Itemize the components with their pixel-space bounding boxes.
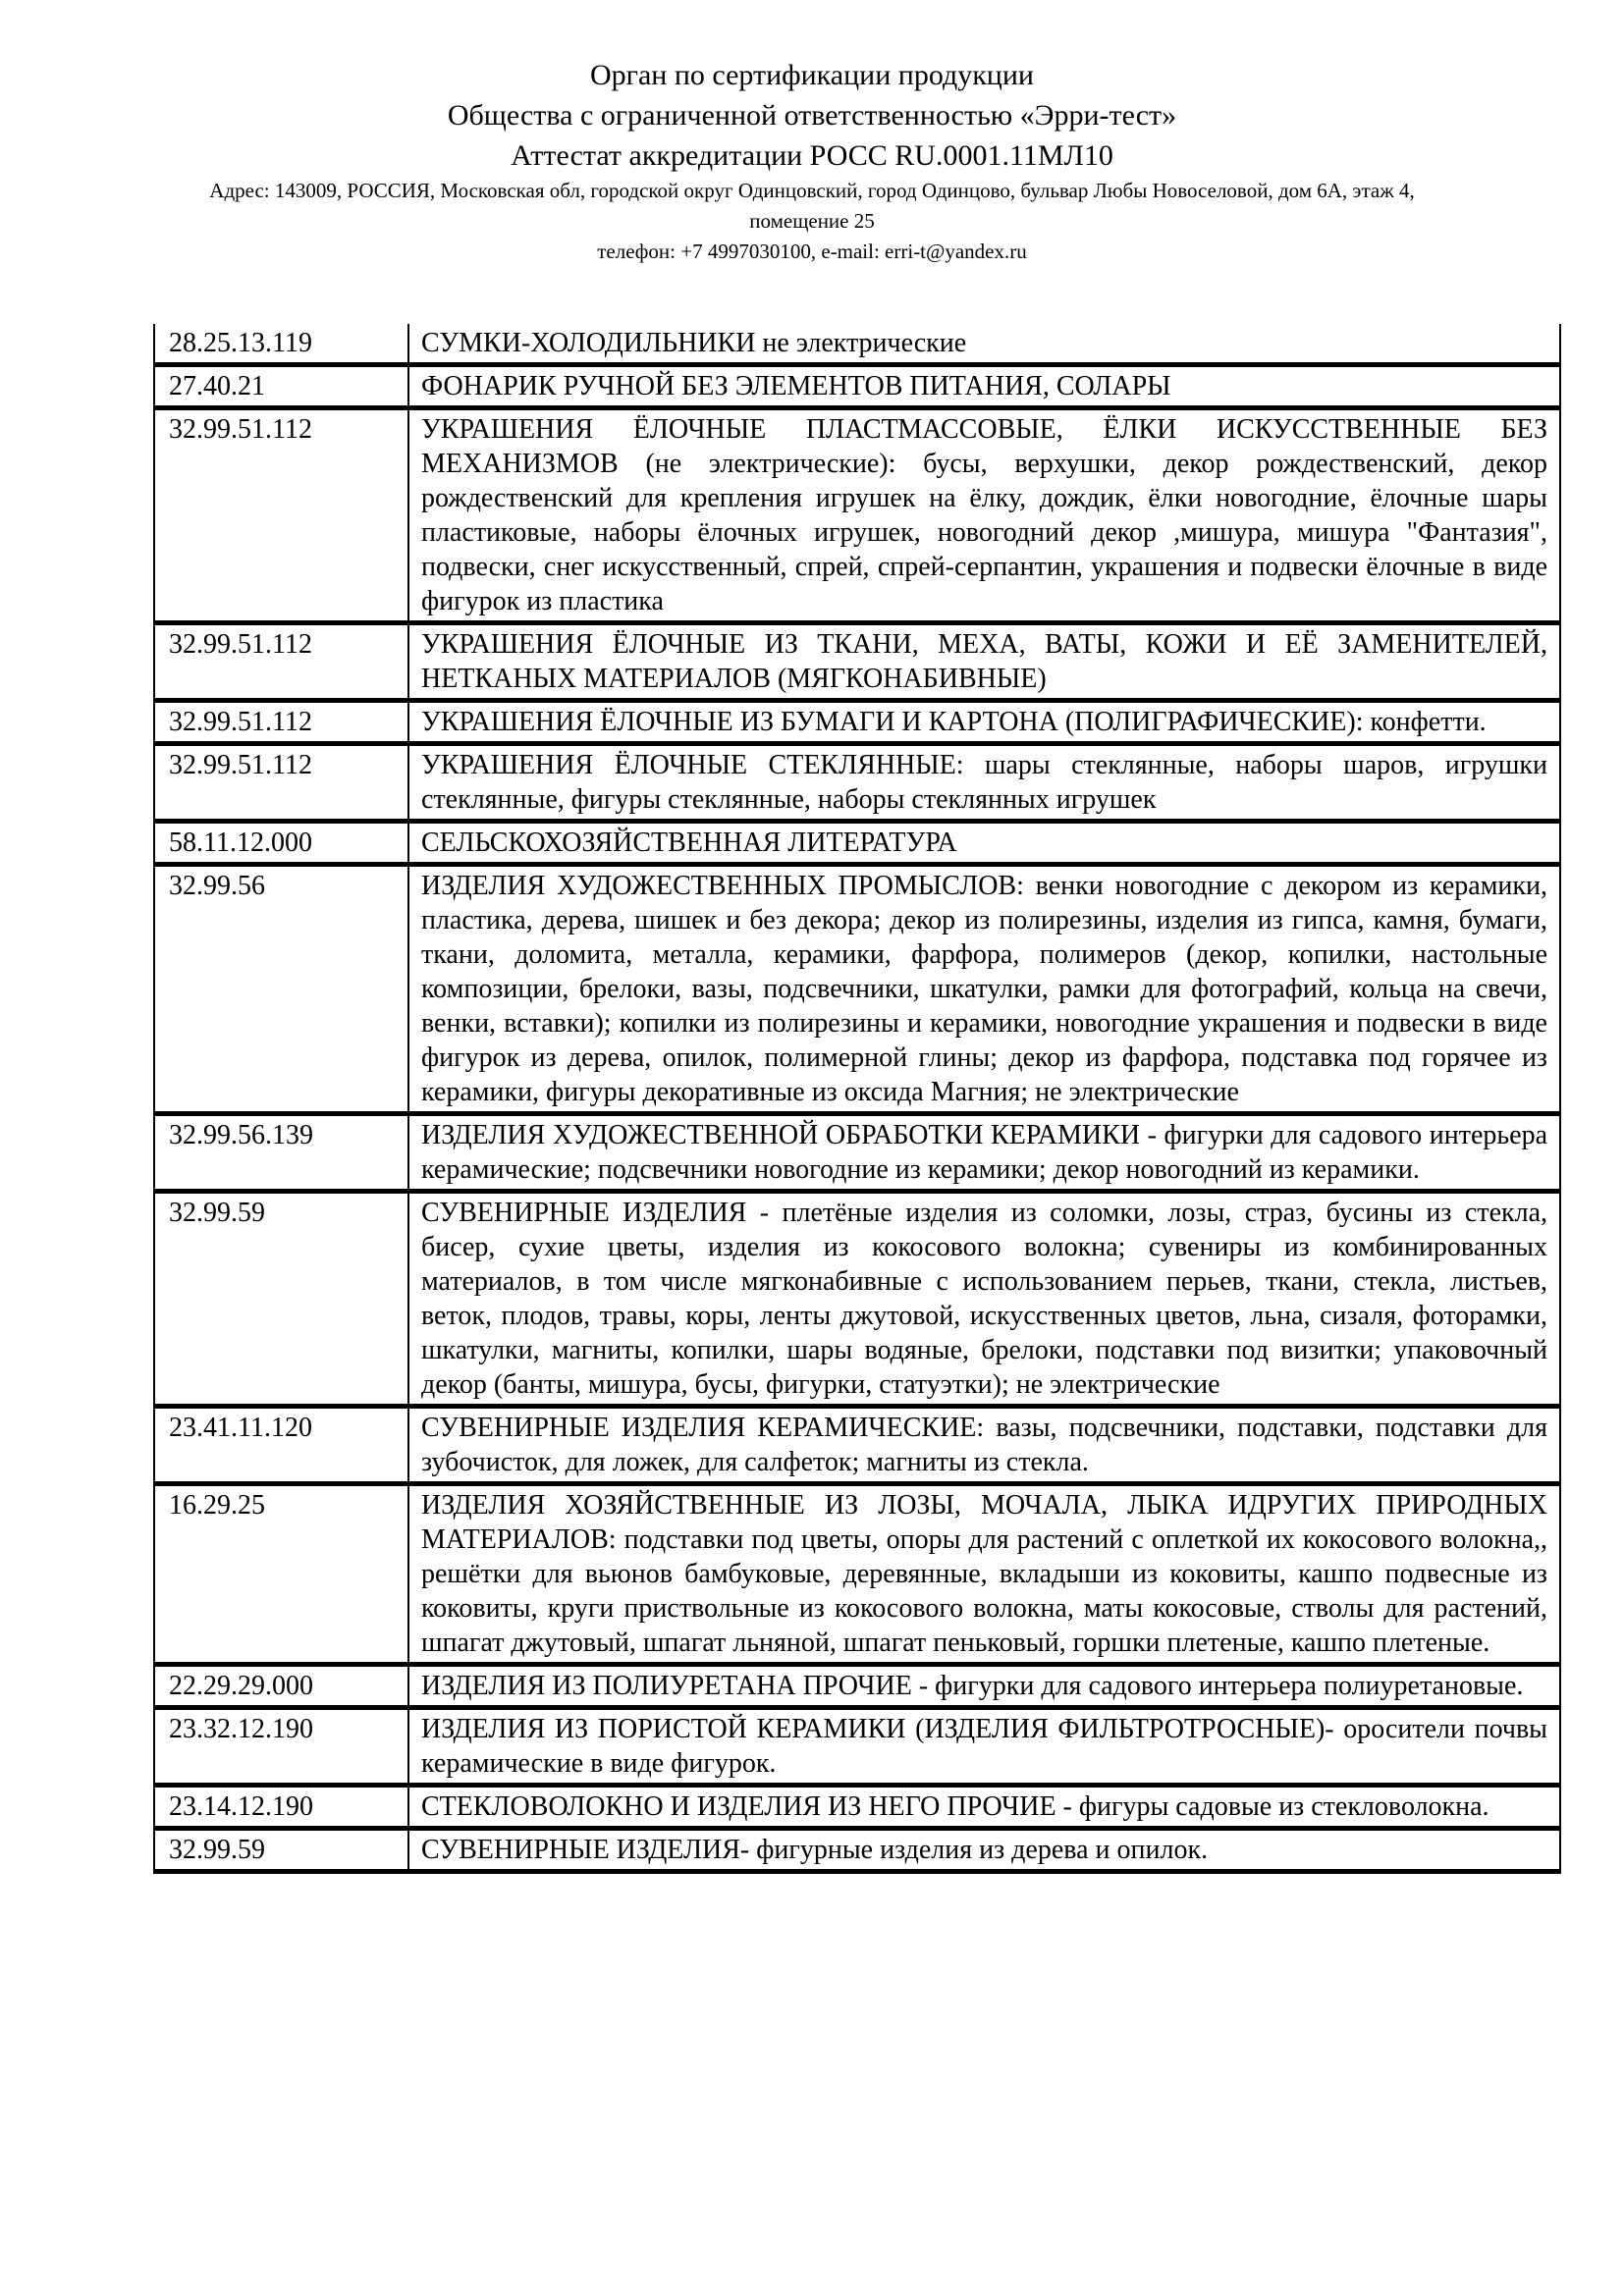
table-row: [154, 865, 1560, 1114]
contact-line: телефон: +7 4997030100, e-mail: erri-t@yandex.ru: [597, 240, 1027, 263]
product-description-cell: ФОНАРИК РУЧНОЙ БЕЗ ЭЛЕМЕНТОВ ПИТАНИЯ, СОЛАРЫ: [408, 365, 1560, 408]
product-code-cell: 58.11.12.000: [154, 822, 408, 865]
table-row: [154, 1407, 1560, 1484]
table-row: [154, 408, 1560, 623]
product-code-cell: 16.29.25: [154, 1484, 408, 1665]
table-row: [154, 365, 1560, 408]
product-description-cell: СУВЕНИРНЫЕ ИЗДЕЛИЯ - плетёные изделия из соломки, лозы, страз, бусины из стекла, бисер, сухие цветы, изделия из кокосового волокна; сувениры из комбинированных материалов, в том числе мягконабивные с использованием перьев, ткани, стекла, листьев, веток, плодов, травы, коры, ленты джутовой, искусственных цветов, льна, сизаля, фоторамки, шкатулки, магниты, копилки, шары водяные, брелоки, подставки под визитки; упаковочный декор (банты, мишура, бусы, фигурки, статуэтки); не электрические: [408, 1192, 1560, 1407]
table-row: [154, 822, 1560, 865]
org-title-line2: Общества с ограниченной ответственностью «Эрри-тест»: [447, 99, 1177, 132]
table-row: [154, 1484, 1560, 1665]
table-row: [154, 1192, 1560, 1407]
table-row: [154, 744, 1560, 822]
product-description-cell: СУВЕНИРНЫЕ ИЗДЕЛИЯ- фигурные изделия из дерева и опилок.: [408, 1829, 1560, 1872]
product-code-cell: 32.99.51.112: [154, 408, 408, 623]
product-codes-table-body: [154, 324, 1560, 1872]
table-row: [154, 1114, 1560, 1192]
document-header: [0, 0, 1624, 267]
org-title-line1: Орган по сертификации продукции: [590, 59, 1034, 91]
product-description-cell: СУВЕНИРНЫЕ ИЗДЕЛИЯ КЕРАМИЧЕСКИЕ: вазы, подсвечники, подставки, подставки для зубочисток, для ложек, для салфеток; магниты из стекла.: [408, 1407, 1560, 1484]
product-code-cell: 32.99.56: [154, 865, 408, 1114]
product-code-cell: 22.29.29.000: [154, 1665, 408, 1708]
product-codes-table: [153, 324, 1561, 1874]
product-description-cell: УКРАШЕНИЯ ЁЛОЧНЫЕ ИЗ ТКАНИ, МЕХА, ВАТЫ, КОЖИ И ЕЁ ЗАМЕНИТЕЛЕЙ, НЕТКАНЫХ МАТЕРИАЛОВ (МЯГКОНАБИВНЫЕ): [408, 623, 1560, 701]
table-row: [154, 1665, 1560, 1708]
product-code-cell: 23.41.11.120: [154, 1407, 408, 1484]
product-description-cell: УКРАШЕНИЯ ЁЛОЧНЫЕ ПЛАСТМАССОВЫЕ, ЁЛКИ ИСКУССТВЕННЫЕ БЕЗ МЕХАНИЗМОВ (не электрические): бусы, верхушки, декор рождественский, декор рождественский для крепления игрушек на ёлку, дождик, ёлки новогодние, ёлочные шары пластиковые, наборы ёлочных игрушек, новогодний декор ,мишура, мишура "Фантазия", подвески, снег искусственный, спрей, спрей-серпантин, украшения и подвески ёлочные в виде фигурок из пластика: [408, 408, 1560, 623]
product-description-cell: ИЗДЕЛИЯ ХОЗЯЙСТВЕННЫЕ ИЗ ЛОЗЫ, МОЧАЛА, ЛЫКА ИДРУГИХ ПРИРОДНЫХ МАТЕРИАЛОВ: подставки под цветы, опоры для растений с оплеткой их кокосового волокна,, решётки для вьюнов бамбуковые, деревянные, вкладыши из коковиты, кашпо подвесные из коковиты, круги приствольные из кокосового волокна, маты кокосовые, стволы для растений, шпагат джутовый, шпагат льняной, шпагат пеньковый, горшки плетеные, кашпо плетеные.: [408, 1484, 1560, 1665]
product-description-cell: УКРАШЕНИЯ ЁЛОЧНЫЕ СТЕКЛЯННЫЕ: шары стеклянные, наборы шаров, игрушки стеклянные, фигуры стеклянные, наборы стеклянных игрушек: [408, 744, 1560, 822]
product-description-cell: СТЕКЛОВОЛОКНО И ИЗДЕЛИЯ ИЗ НЕГО ПРОЧИЕ - фигуры садовые из стекловолокна.: [408, 1786, 1560, 1829]
table-row: [154, 623, 1560, 701]
product-description-cell: ИЗДЕЛИЯ ХУДОЖЕСТВЕННЫХ ПРОМЫСЛОВ: венки новогодние с декором из керамики, пластика, дерева, шишек и без декора; декор из полирезины, изделия из гипса, камня, бумаги, ткани, доломита, металла, керамики, фарфора, полимеров (декор, копилки, настольные композиции, брелоки, вазы, подсвечники, шкатулки, рамки для фотографий, кольца на свечи, венки, вставки); копилки из полирезины и керамики, новогодние украшения и подвески в виде фигурок из дерева, опилок, полимерной глины; декор из фарфора, подставка под горячее из керамики, фигуры декоративные из оксида Магния; не электрические: [408, 865, 1560, 1114]
address-line1: Адрес: 143009, РОССИЯ, Московская обл, городской округ Одинцовский, город Одинцово, бульвар Любы Новоселовой, дом 6А, этаж 4,: [209, 179, 1415, 202]
table-row: [154, 701, 1560, 744]
table-row: [154, 324, 1560, 365]
product-code-cell: 32.99.59: [154, 1192, 408, 1407]
table-row: [154, 1786, 1560, 1829]
accreditation-line: Аттестат аккредитации РОСС RU.0001.11МЛ10: [511, 139, 1113, 172]
table-row: [154, 1708, 1560, 1786]
address-line2: помещение 25: [749, 209, 875, 233]
product-code-cell: 27.40.21: [154, 365, 408, 408]
product-code-cell: 32.99.59: [154, 1829, 408, 1872]
product-code-cell: 32.99.51.112: [154, 701, 408, 744]
product-code-cell: 28.25.13.119: [154, 324, 408, 365]
product-code-cell: 32.99.56.139: [154, 1114, 408, 1192]
product-description-cell: ИЗДЕЛИЯ ХУДОЖЕСТВЕННОЙ ОБРАБОТКИ КЕРАМИКИ - фигурки для садового интерьера керамические; подсвечники новогодние из керамики; декор новогодний из керамики.: [408, 1114, 1560, 1192]
product-code-cell: 23.32.12.190: [154, 1708, 408, 1786]
table-row: [154, 1829, 1560, 1872]
product-description-cell: СЕЛЬСКОХОЗЯЙСТВЕННАЯ ЛИТЕРАТУРА: [408, 822, 1560, 865]
product-description-cell: ИЗДЕЛИЯ ИЗ ПОРИСТОЙ КЕРАМИКИ (ИЗДЕЛИЯ ФИЛЬТРОТРОСНЫЕ)- оросители почвы керамические в виде фигурок.: [408, 1708, 1560, 1786]
product-code-cell: 32.99.51.112: [154, 623, 408, 701]
product-description-cell: УКРАШЕНИЯ ЁЛОЧНЫЕ ИЗ БУМАГИ И КАРТОНА (ПОЛИГРАФИЧЕСКИЕ): конфетти.: [408, 701, 1560, 744]
product-code-cell: 32.99.51.112: [154, 744, 408, 822]
product-description-cell: СУМКИ-ХОЛОДИЛЬНИКИ не электрические: [408, 324, 1560, 365]
product-description-cell: ИЗДЕЛИЯ ИЗ ПОЛИУРЕТАНА ПРОЧИЕ - фигурки для садового интерьера полиуретановые.: [408, 1665, 1560, 1708]
product-code-cell: 23.14.12.190: [154, 1786, 408, 1829]
